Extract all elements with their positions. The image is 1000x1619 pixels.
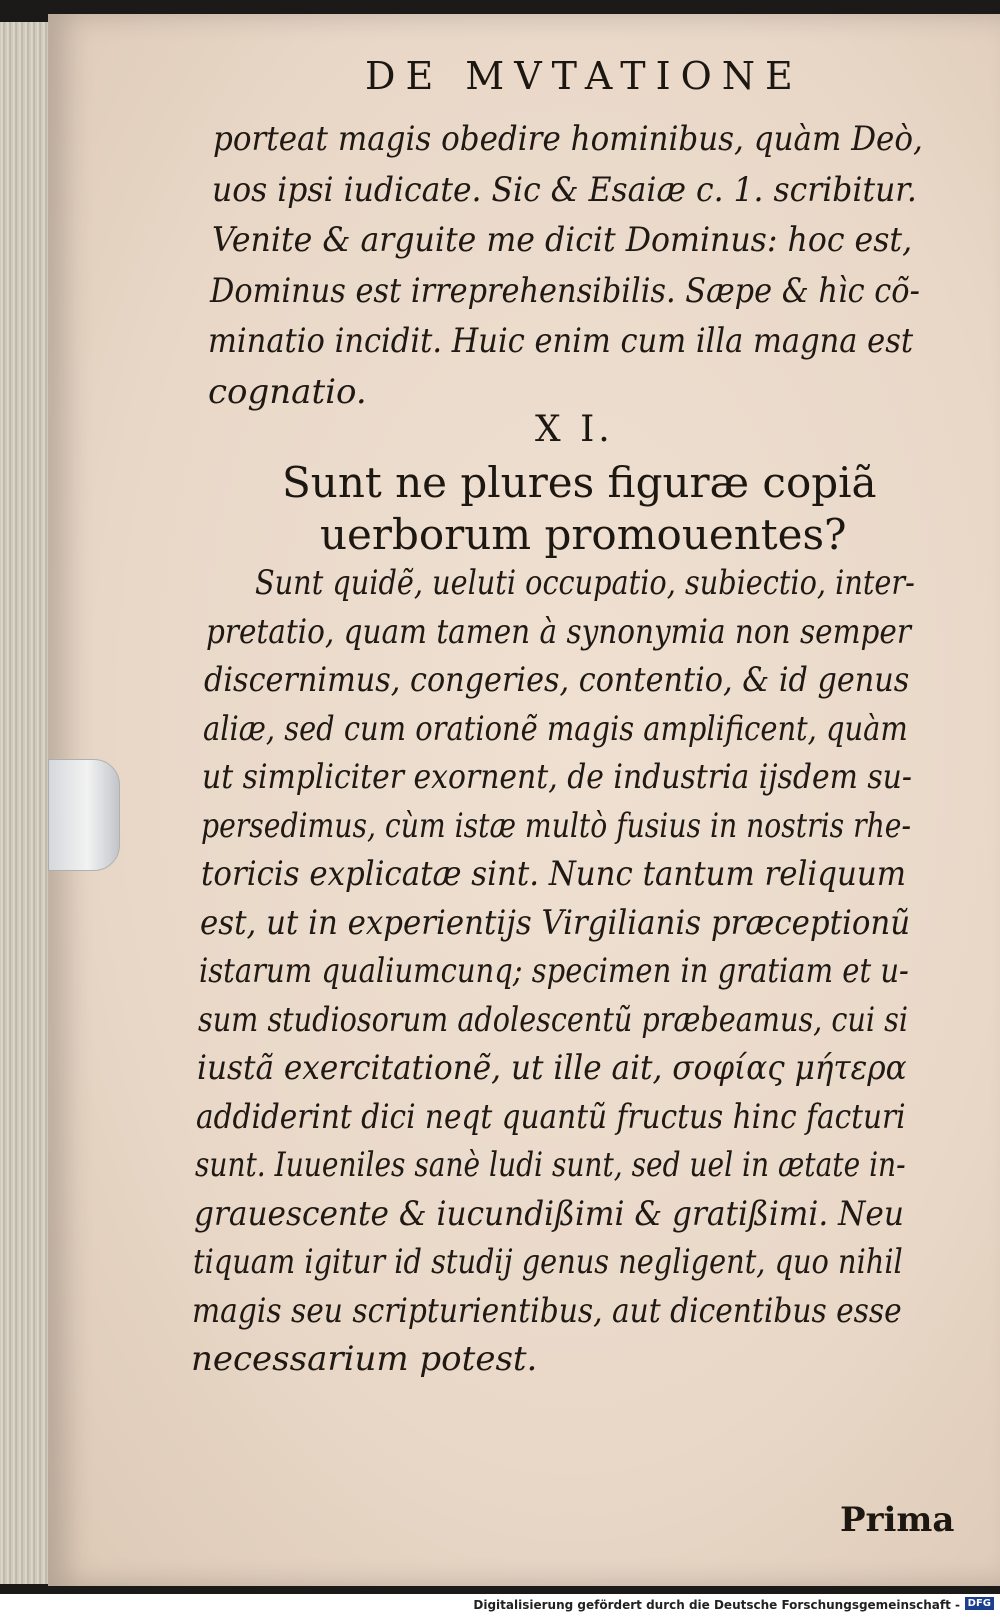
text-line: tiquam igitur id studij genus negligent, quo nihil: [193, 1242, 903, 1282]
text-line: istarum qualiumcunq; specimen in gratiam et u-: [199, 951, 909, 991]
text-line: est, ut in experientijs Virgilianis præceptionũ: [200, 902, 911, 943]
dfg-logo: DFG: [965, 1597, 994, 1610]
text-line: aliæ, sed cum orationẽ magis amplificent, quàm: [203, 708, 908, 749]
text-line: sunt. Iuueniles sanè ludi sunt, sed uel in ætate in-: [195, 1145, 906, 1185]
book-page-edges: [0, 22, 54, 1584]
text-line: toricis explicatæ sint. Nunc tantum reliquum: [201, 854, 906, 894]
text-line: pretatio, quam tamen à synonymia non semper: [206, 611, 911, 652]
text-line: iustã exercitationẽ, ut ille ait, σοφίας μήτερα: [197, 1048, 907, 1088]
text-line: sum studiosorum adolescentũ præbeamus, cui si: [198, 999, 909, 1040]
text-line: magis seu scripturientibus, aut dicentibus esse: [192, 1290, 902, 1331]
text-line: necessarium potest.: [191, 1339, 538, 1379]
text-line: Sunt quidẽ, ueluti occupatio, subiectio, inter-: [255, 563, 915, 603]
text-line: uos ipsi iudicate. Sic & Esaiæ c. 1. scribitur.: [212, 169, 917, 210]
section-heading-line-2: uerborum promouentes?: [320, 510, 847, 559]
text-line: persedimus, cùm istæ multò fusius in nostris rhe-: [201, 805, 911, 846]
catchword: Prima: [840, 1500, 955, 1540]
text-line: grauescente & iucundißimi & gratißimi. Neu: [194, 1193, 904, 1234]
text-line: porteat magis obedire hominibus, quàm Deò,: [213, 119, 923, 159]
text-line: Dominus est irreprehensibilis. Sæpe & hìc cõ-: [210, 270, 920, 311]
digitization-footer: Digitalisierung gefördert durch die Deutsche Forschungsgemeinschaft -: [473, 1598, 960, 1612]
text-line: Venite & arguite me dicit Dominus: hoc est,: [212, 220, 913, 260]
section-number: X I.: [535, 409, 614, 450]
text-line: ut simpliciter exornent, de industria ijsdem su-: [202, 757, 912, 797]
text-line: minatio incidit. Huic enim cum illa magna est: [208, 321, 914, 361]
running-head: DE MVTATIONE: [365, 54, 803, 98]
text-line: addiderint dici neqt quantũ fructus hinc facturi: [196, 1096, 906, 1137]
text-line: discernimus, congeries, contentio, & id genus: [204, 660, 910, 700]
section-heading-line-1: Sunt ne plures figuræ copiã: [282, 458, 877, 507]
text-line: cognatio.: [208, 371, 367, 412]
page-clip: [48, 759, 120, 871]
